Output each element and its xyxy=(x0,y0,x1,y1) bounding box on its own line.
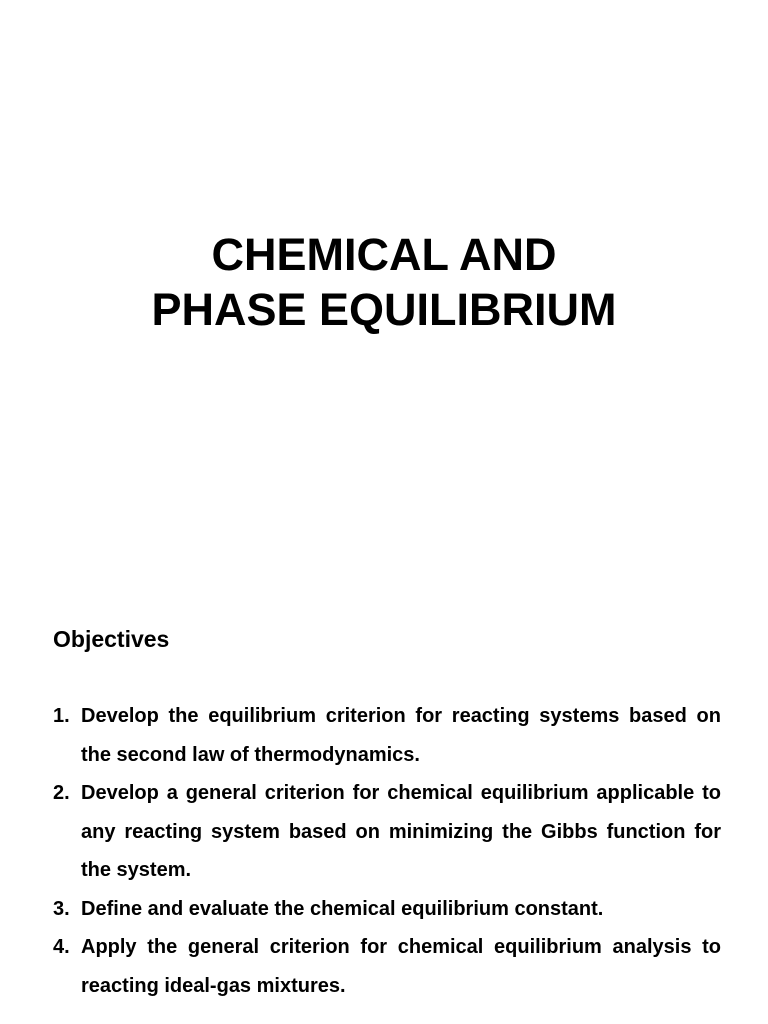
title-line: CHEMICAL AND xyxy=(211,229,557,281)
objective-item xyxy=(53,774,721,890)
objective-number: 1. xyxy=(53,705,70,727)
objective-text: Apply the general criterion for chemical equilibrium analysis to reacting ideal-gas mixtures. xyxy=(81,936,721,997)
title-line: PHASE EQUILIBRIUM xyxy=(151,284,617,336)
objective-item xyxy=(53,697,721,774)
objective-number: 3. xyxy=(53,897,70,920)
objectives-heading: Objectives xyxy=(53,626,170,653)
objective-item xyxy=(53,890,721,929)
objective-item xyxy=(53,928,721,1005)
document-title xyxy=(0,227,768,337)
objective-text: Develop the equilibrium criterion for reacting systems based on the second law of thermodynamics. xyxy=(81,705,721,766)
objective-text: Develop a general criterion for chemical equilibrium applicable to any reacting system based on minimizing the Gibbs function for the system. xyxy=(81,782,721,881)
objective-number: 4. xyxy=(53,936,70,958)
objectives-list xyxy=(53,697,721,1005)
objective-number: 2. xyxy=(53,782,70,804)
objective-text: Define and evaluate the chemical equilibrium constant. xyxy=(81,897,604,920)
